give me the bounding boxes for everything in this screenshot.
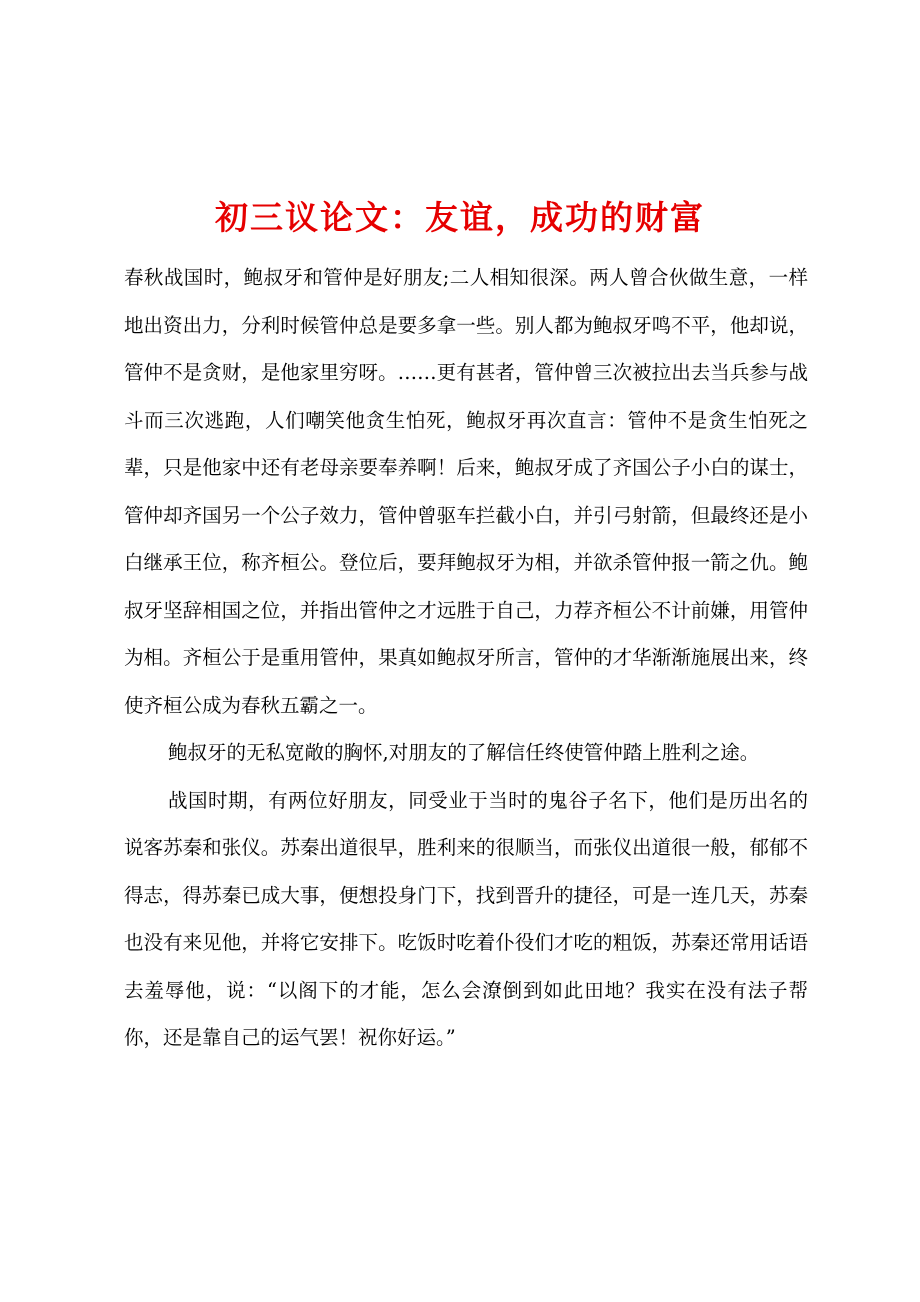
paragraph-guan-bao: 春秋战国时，鲍叔牙和管仲是好朋友;二人相知很深。两人曾合伙做生意，一样地出资出力，分利时候管仲总是要多拿一些。别人都为鲍叔牙鸣不平，他却说，管仲不是贪财，是他家里穷呀。……更有甚者，管仲曾三次被拉出去当兵参与战斗而三次逃跑，人们嘲笑他贪生怕死，鲍叔牙再次直言：管仲不是贪生怕死之辈，只是他家中还有老母亲要奉养啊！后来，鲍叔牙成了齐国公子小白的谋士，管仲却齐国另一个公子效力，管仲曾驱车拦截小白，并引弓射箭，但最终还是小白继承王位，称齐桓公。登位后，要拜鲍叔牙为相，并欲杀管仲报一箭之仇。鲍叔牙坚辞相国之位，并指出管仲之才远胜于自己，力荐齐桓公不计前嫌，用管仲为相。齐桓公于是重用管仲，果真如鲍叔牙所言，管仲的才华渐渐施展出来，终使齐桓公成为春秋五霸之一。 [124,266,808,717]
document-title: 初三议论文：友谊，成功的财富 [215,198,705,237]
document-body [124,254,808,1062]
paragraph-su-zhang: 战国时期，有两位好朋友，同受业于当时的鬼谷子名下，他们是历出名的说客苏秦和张仪。苏秦出道很早，胜利来的很顺当，而张仪出道很一般，郁郁不得志，得苏秦已成大事，便想投身门下，找到晋升的捷径，可是一连几天，苏秦也没有来见他，并将它安排下。吃饭时吃着仆役们才吃的粗饭，苏秦还常用话语去羞辱他，说：“以阁下的才能，怎么会潦倒到如此田地？我实在没有法子帮你，还是靠自己的运气罢！祝你好运。” [124,788,808,1049]
paragraph-summary: 鲍叔牙的无私宽敞的胸怀,对朋友的了解信任终使管仲踏上胜利之途。 [168,741,760,764]
